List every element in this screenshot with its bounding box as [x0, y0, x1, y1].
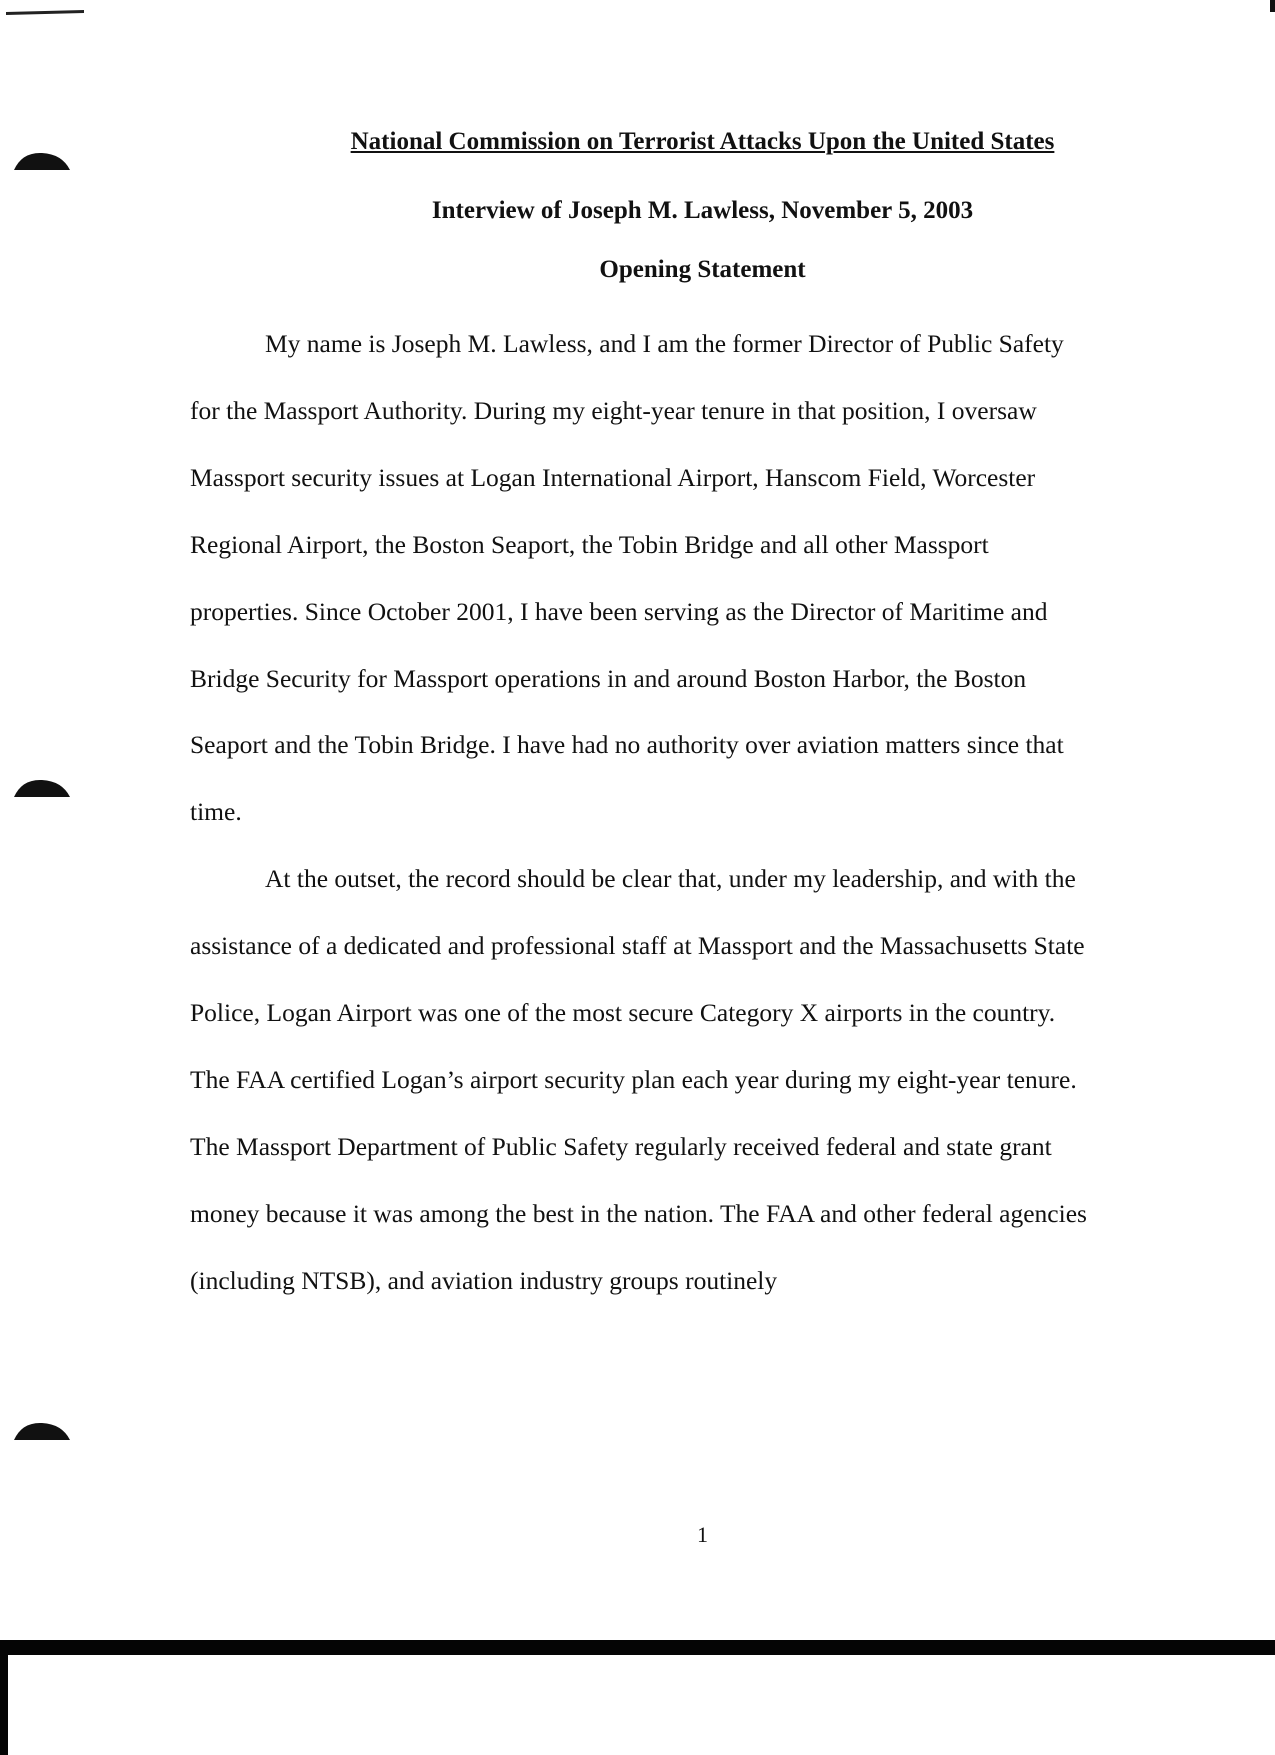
document-title-text: National Commission on Terrorist Attacks Upon the United States	[350, 128, 1055, 155]
paragraph: At the outset, the record should be clear that, under my leadership, and with the assistance of a dedicated and professional staff at Massport and the Massachusetts State Police, Logan Airport was one of the most secure Category X airports in the country. The FAA certified Logan’s airport security plan each year during my eight-year tenure. The Massport Department of Public Safety regularly received federal and state grant money because it was among the best in the nation. The FAA and other federal agencies (including NTSB), and aviation industry groups routinely	[190, 864, 1087, 1295]
punch-hole-icon	[12, 777, 72, 799]
paragraph: My name is Joseph M. Lawless, and I am the former Director of Public Safety for the Massport Authority. During my eight-year tenure in that position, I oversaw Massport security issues at Logan International Airport, Hanscom Field, Worcester Regional Airport, the Boston Seaport, the Tobin Bridge and all other Massport properties. Since October 2001, I have been serving as the Director of Maritime and Bridge Security for Massport operations in and around Boston Harbor, the Boston Seaport and the Tobin Bridge. I have had no authority over aviation matters since that time.	[190, 329, 1064, 827]
document-title	[0, 128, 1275, 156]
page-number: 1	[697, 1522, 708, 1547]
body-text	[190, 311, 1090, 1315]
document-subtitle: Interview of Joseph M. Lawless, November 5, 2003	[431, 197, 974, 224]
scan-border-bar	[0, 1640, 1275, 1655]
scan-border-edge	[0, 1640, 8, 1755]
scan-mark-icon	[6, 10, 84, 16]
section-heading: Opening Statement	[599, 256, 806, 283]
punch-hole-icon	[12, 1420, 72, 1442]
scan-corner-mark	[1270, 0, 1275, 12]
